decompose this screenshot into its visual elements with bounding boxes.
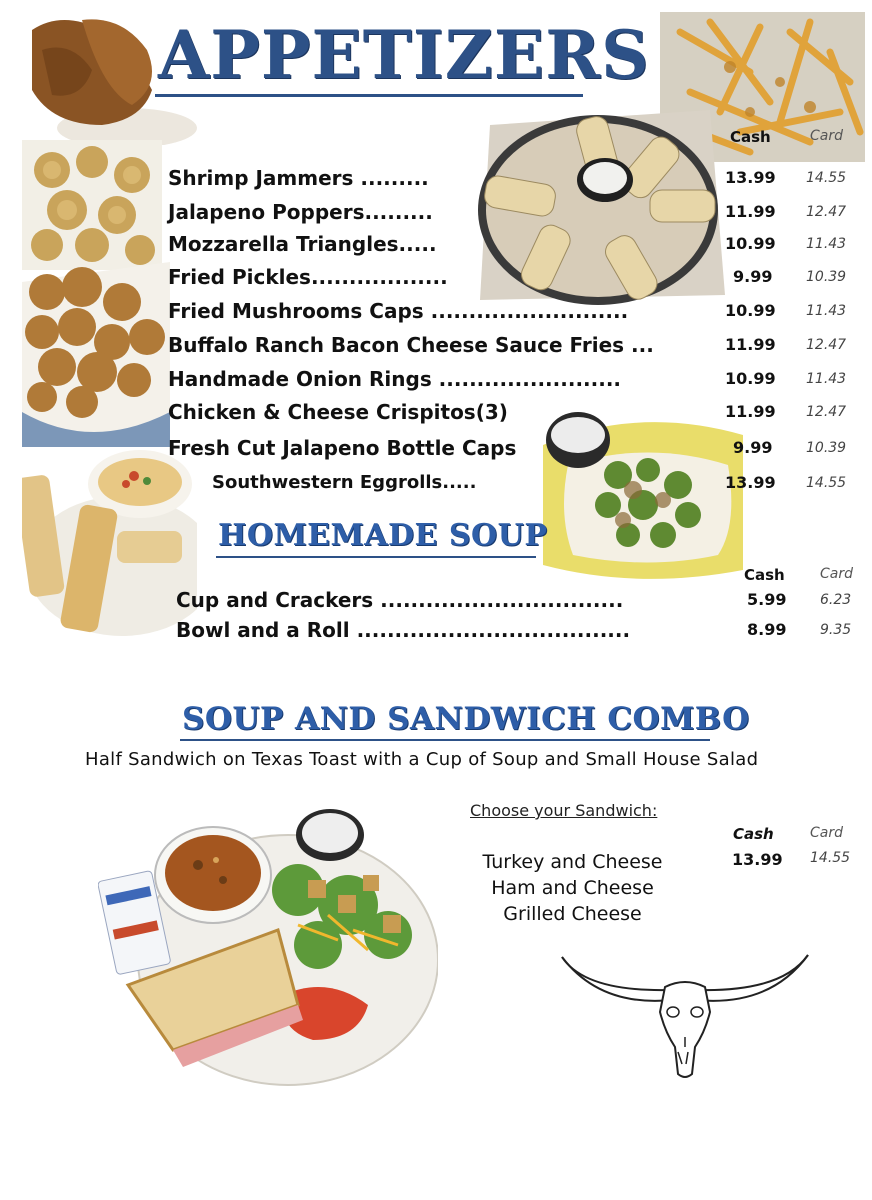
cash-price: 10.99 xyxy=(725,369,776,388)
menu-row xyxy=(0,468,872,498)
appetizers-title: APPETIZERS xyxy=(158,16,650,94)
card-price: 6.23 xyxy=(820,592,852,608)
appetizers-cash-header: Cash xyxy=(730,128,771,146)
card-price: 12.47 xyxy=(806,404,847,420)
menu-row xyxy=(0,615,872,645)
combo-card-header: Card xyxy=(810,825,843,841)
cash-price: 10.99 xyxy=(725,301,776,320)
combo-card-price: 14.55 xyxy=(810,850,851,866)
cash-price: 13.99 xyxy=(725,168,776,187)
menu-row xyxy=(0,433,872,463)
item-name: Fried Mushrooms Caps .......................... xyxy=(168,299,629,323)
card-price: 10.39 xyxy=(806,269,847,285)
longhorn-skull-icon xyxy=(560,952,810,1082)
combo-title-underline xyxy=(180,739,710,741)
menu-row xyxy=(0,364,872,394)
combo-cash-header: Cash xyxy=(733,825,774,843)
card-price: 10.39 xyxy=(806,440,847,456)
appetizers-title-underline xyxy=(155,94,583,97)
sandwich-option: Ham and Cheese xyxy=(491,877,654,899)
sandwich-option: Grilled Cheese xyxy=(503,903,642,925)
card-price: 14.55 xyxy=(806,475,847,491)
item-name: Bowl and a Roll .................................... xyxy=(176,618,631,642)
item-name: Jalapeno Poppers......... xyxy=(168,200,433,224)
item-name: Chicken & Cheese Crispitos(3) xyxy=(168,400,508,424)
menu-row xyxy=(0,262,872,292)
item-name: Handmade Onion Rings ........................ xyxy=(168,367,622,391)
menu-row xyxy=(0,163,872,193)
item-name: Cup and Crackers ................................ xyxy=(176,588,624,612)
card-price: 9.35 xyxy=(820,622,852,638)
cash-price: 13.99 xyxy=(725,473,776,492)
soup-section-title: HOMEMADE SOUP xyxy=(218,518,548,553)
choose-sandwich-label: Choose your Sandwich: xyxy=(470,801,658,820)
card-price: 11.43 xyxy=(806,236,847,252)
card-price: 11.43 xyxy=(806,303,847,319)
cash-price: 9.99 xyxy=(733,438,773,457)
menu-row xyxy=(0,330,872,360)
item-name: Southwestern Eggrolls..... xyxy=(212,472,477,493)
soup-card-header: Card xyxy=(820,566,853,582)
cash-price: 11.99 xyxy=(725,402,776,421)
card-price: 12.47 xyxy=(806,204,847,220)
soup-title-underline xyxy=(216,556,536,558)
menu-row xyxy=(0,397,872,427)
item-name: Shrimp Jammers ......... xyxy=(168,166,429,190)
cash-price: 11.99 xyxy=(725,335,776,354)
cash-price: 9.99 xyxy=(733,267,773,286)
combo-section-title: SOUP AND SANDWICH COMBO xyxy=(182,701,750,737)
combo-description: Half Sandwich on Texas Toast with a Cup of Soup and Small House Salad xyxy=(85,749,759,770)
card-price: 14.55 xyxy=(806,170,847,186)
card-price: 11.43 xyxy=(806,371,847,387)
menu-row xyxy=(0,296,872,326)
item-name: Fried Pickles.................. xyxy=(168,265,448,289)
menu-row xyxy=(0,229,872,259)
card-price: 12.47 xyxy=(806,337,847,353)
cash-price: 11.99 xyxy=(725,202,776,221)
cash-price: 10.99 xyxy=(725,234,776,253)
item-name: Buffalo Ranch Bacon Cheese Sauce Fries ... xyxy=(168,333,654,357)
menu-row xyxy=(0,585,872,615)
soup-sandwich-photo xyxy=(98,805,438,1090)
appetizers-card-header: Card xyxy=(810,128,843,144)
item-name: Mozzarella Triangles..... xyxy=(168,232,437,256)
cash-price: 8.99 xyxy=(747,620,787,639)
soup-cash-header: Cash xyxy=(744,566,785,584)
combo-cash-price: 13.99 xyxy=(732,850,783,869)
item-name: Fresh Cut Jalapeno Bottle Caps xyxy=(168,436,517,460)
sandwich-options xyxy=(460,849,685,927)
cash-price: 5.99 xyxy=(747,590,787,609)
sandwich-option: Turkey and Cheese xyxy=(482,851,663,873)
menu-row xyxy=(0,197,872,227)
